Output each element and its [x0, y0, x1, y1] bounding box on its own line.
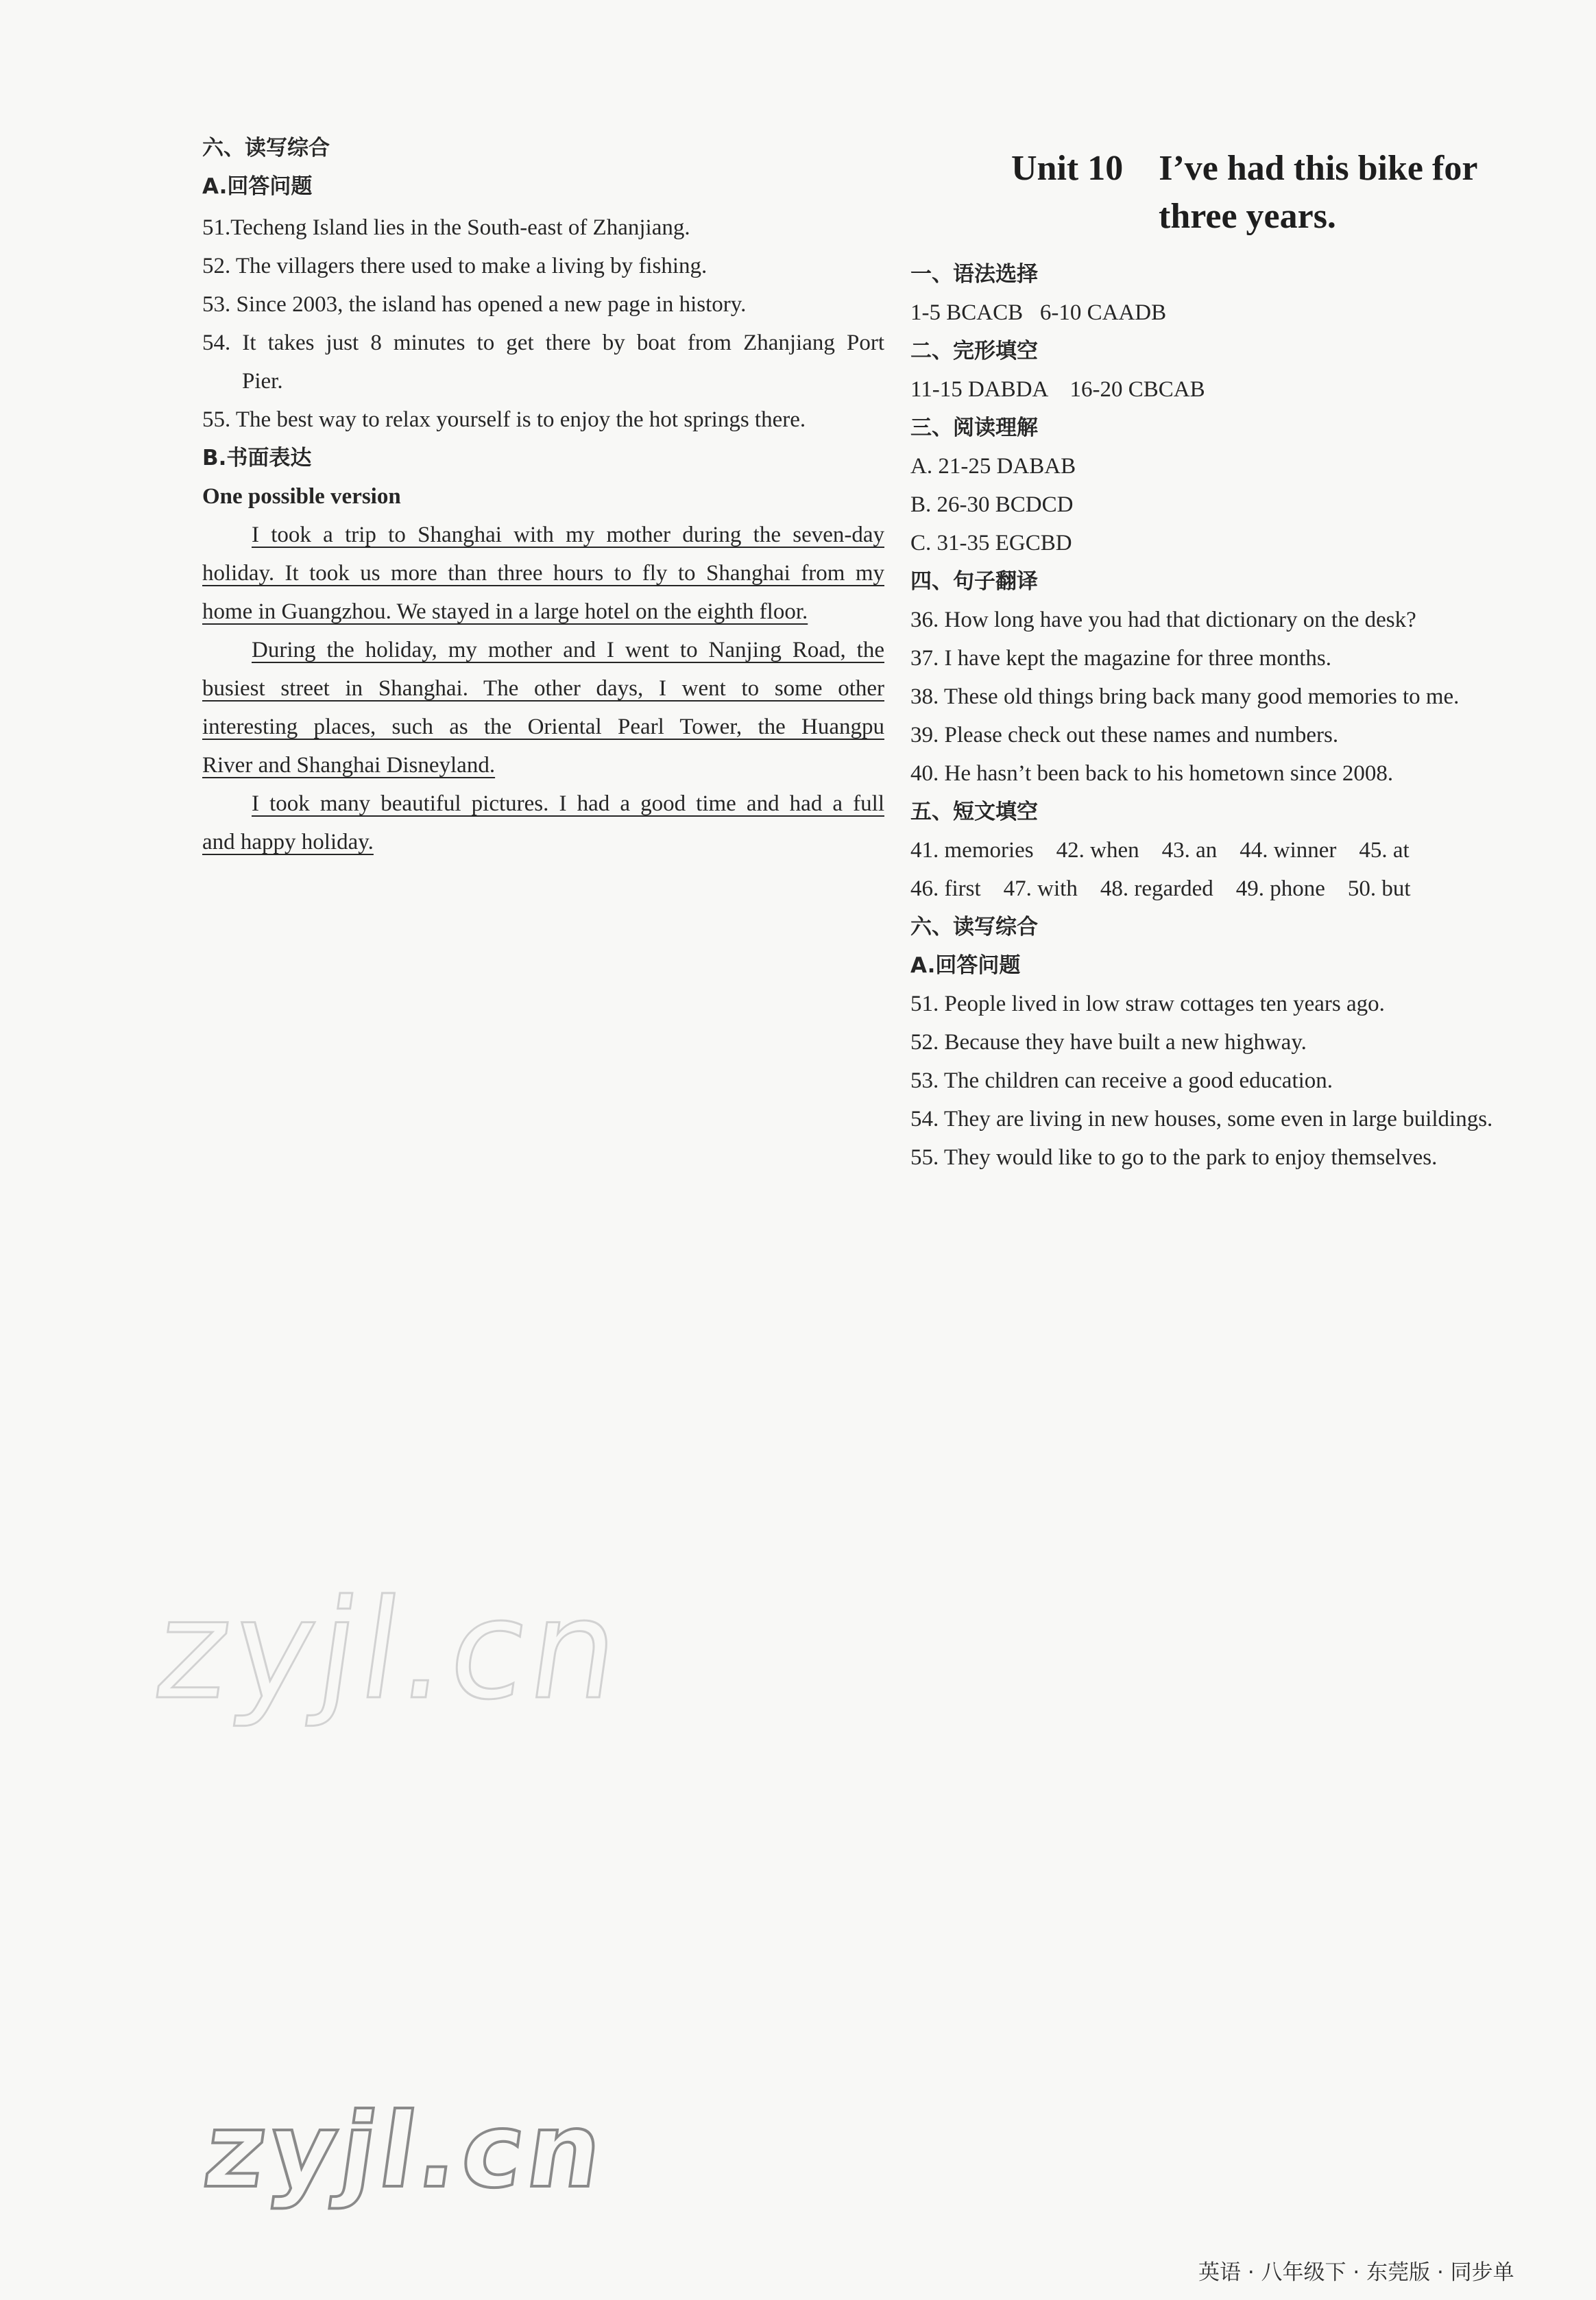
unit-title-cont: three years. — [1159, 197, 1336, 236]
reading-b-answers: B. 26-30 BCDCD — [910, 492, 1074, 517]
fill-blank-row-1: 41. memories 42. when 43. an 44. winner 45. at — [910, 838, 1410, 863]
reading-a-answers: A. 21-25 DABAB — [910, 454, 1076, 479]
essay-line: interesting places, such as the Oriental Pearl Tower, the Huangpu — [202, 715, 884, 739]
answer-51: 51.Techeng Island lies in the South-east of Zhanjiang. — [202, 215, 690, 240]
essay-line: I took many beautiful pictures. I had a good time and had a full — [252, 791, 884, 816]
essay-line: holiday. It took us more than three hours to fly to Shanghai from my — [202, 561, 884, 586]
answer-52: 52. Because they have built a new highway. — [910, 1030, 1307, 1055]
part-a-heading: A.回答问题 — [910, 953, 1021, 978]
translation-39: 39. Please check out these names and numbers. — [910, 723, 1339, 747]
cloze-answers: 11-15 DABDA 16-20 CBCAB — [910, 377, 1205, 402]
answer-55: 55. They would like to go to the park to enjoy themselves. — [910, 1145, 1438, 1170]
page-footer: 英语 · 八年级下 · 东莞版 · 同步单 — [1198, 2260, 1514, 2285]
translation-38: 38. These old things bring back many good memories to me. — [910, 684, 1460, 709]
section-heading-cloze: 二、完形填空 — [910, 339, 1038, 363]
fill-blank-row-2: 46. first 47. with 48. regarded 49. phone 50. but — [910, 876, 1411, 901]
watermark-logo: zyjl.cn — [146, 1570, 633, 1730]
section-heading-fill-blank: 五、短文填空 — [910, 800, 1038, 824]
essay-line: I took a trip to Shanghai with my mother during the seven-day — [252, 523, 884, 547]
part-a-heading: A.回答问题 — [202, 174, 313, 199]
answer-51: 51. People lived in low straw cottages ten years ago. — [910, 992, 1385, 1016]
reading-c-answers: C. 31-35 EGCBD — [910, 531, 1072, 555]
unit-title: Unit 10 I’ve had this bike for — [1011, 149, 1478, 188]
essay-line: River and Shanghai Disneyland. — [202, 753, 496, 778]
translation-40: 40. He hasn’t been back to his hometown since 2008. — [910, 761, 1394, 786]
answer-54-cont: Pier. — [242, 369, 283, 394]
section-heading-translation: 四、句子翻译 — [910, 569, 1038, 594]
watermark-logo: zyjl.cn — [197, 2092, 614, 2211]
answer-53: 53. The children can receive a good education. — [910, 1068, 1333, 1093]
section-heading-reading: 三、阅读理解 — [910, 416, 1038, 440]
translation-36: 36. How long have you had that dictionary on the desk? — [910, 608, 1416, 632]
grammar-answers: 1-5 BCACB 6-10 CAADB — [910, 300, 1167, 325]
essay-line: During the holiday, my mother and I went to Nanjing Road, the — [252, 638, 884, 662]
essay-line: home in Guangzhou. We stayed in a large hotel on the eighth floor. — [202, 599, 808, 624]
essay-line: busiest street in Shanghai. The other days, I went to some other — [202, 676, 884, 701]
possible-version-label: One possible version — [202, 484, 401, 509]
answer-52: 52. The villagers there used to make a living by fishing. — [202, 254, 708, 278]
section-heading-reading-writing: 六、读写综合 — [202, 136, 330, 160]
answer-53: 53. Since 2003, the island has opened a new page in history. — [202, 292, 747, 317]
essay-line: and happy holiday. — [202, 830, 374, 854]
section-heading-grammar: 一、语法选择 — [910, 262, 1038, 287]
translation-37: 37. I have kept the magazine for three months. — [910, 646, 1331, 671]
part-b-heading: B.书面表达 — [202, 446, 312, 470]
answer-55: 55. The best way to relax yourself is to enjoy the hot springs there. — [202, 407, 806, 432]
section-heading-reading-writing: 六、读写综合 — [910, 915, 1038, 939]
answer-54: 54. It takes just 8 minutes to get there by boat from Zhanjiang Port — [202, 331, 884, 355]
answer-54: 54. They are living in new houses, some even in large buildings. — [910, 1107, 1493, 1131]
